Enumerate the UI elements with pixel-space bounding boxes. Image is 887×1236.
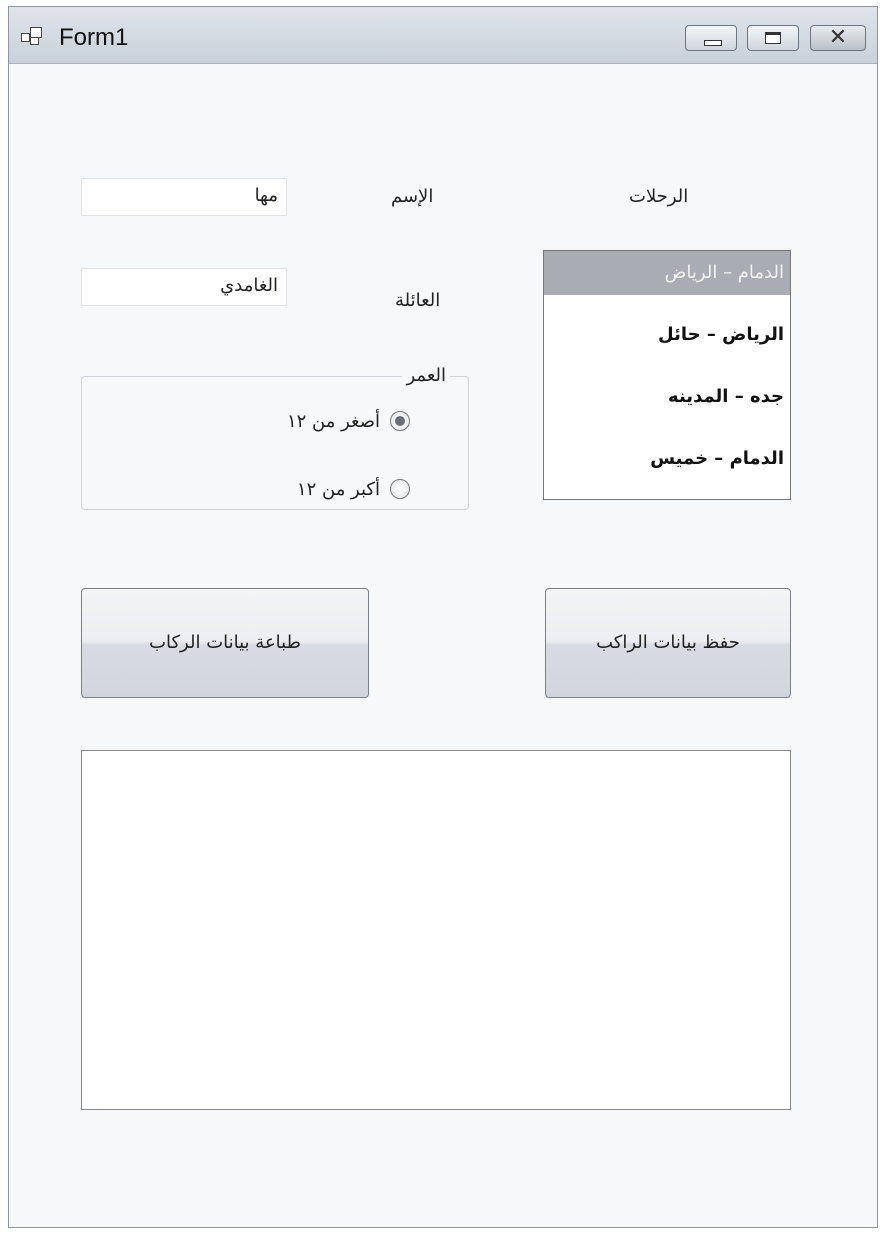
maximize-button[interactable] [747, 25, 799, 51]
trips-listbox[interactable] [543, 250, 791, 500]
close-icon: ✕ [828, 25, 848, 50]
family-input[interactable]: الغامدي [81, 268, 287, 306]
minimize-button[interactable] [685, 25, 737, 51]
title-bar[interactable] [9, 7, 877, 64]
radio-button-under-12[interactable] [390, 411, 410, 431]
minimize-icon [704, 40, 722, 46]
trip-item[interactable]: الدمام – الرياض [544, 251, 790, 295]
age-groupbox [81, 365, 469, 510]
window-title: Form1 [59, 24, 129, 51]
age-option-over-12[interactable] [297, 474, 410, 504]
form-icon [21, 27, 43, 45]
trips-label: الرحلات [629, 186, 689, 207]
age-group-label: العمر [402, 365, 450, 386]
maximize-icon [765, 32, 781, 44]
radio-button-over-12[interactable] [390, 479, 410, 499]
name-label: الإسم [391, 186, 434, 207]
age-option-under-12[interactable] [287, 406, 410, 436]
output-textbox[interactable] [81, 750, 791, 1110]
name-input[interactable]: مها [81, 178, 287, 216]
family-label: العائلة [395, 290, 441, 311]
trip-item[interactable]: الدمام – خميس [650, 448, 784, 469]
trip-item[interactable]: الرياض – حائل [658, 324, 784, 345]
close-button[interactable] [810, 25, 866, 51]
radio-label-over-12: أكبر من ١٢ [296, 478, 380, 500]
save-passenger-button[interactable]: حفظ بيانات الراكب [545, 588, 791, 698]
print-passengers-button[interactable]: طباعة بيانات الركاب [81, 588, 369, 698]
radio-label-under-12: أصغر من ١٢ [286, 410, 380, 432]
form-content [9, 64, 877, 1227]
trip-item[interactable]: جده – المدينه [668, 386, 784, 407]
form-window [8, 6, 878, 1228]
